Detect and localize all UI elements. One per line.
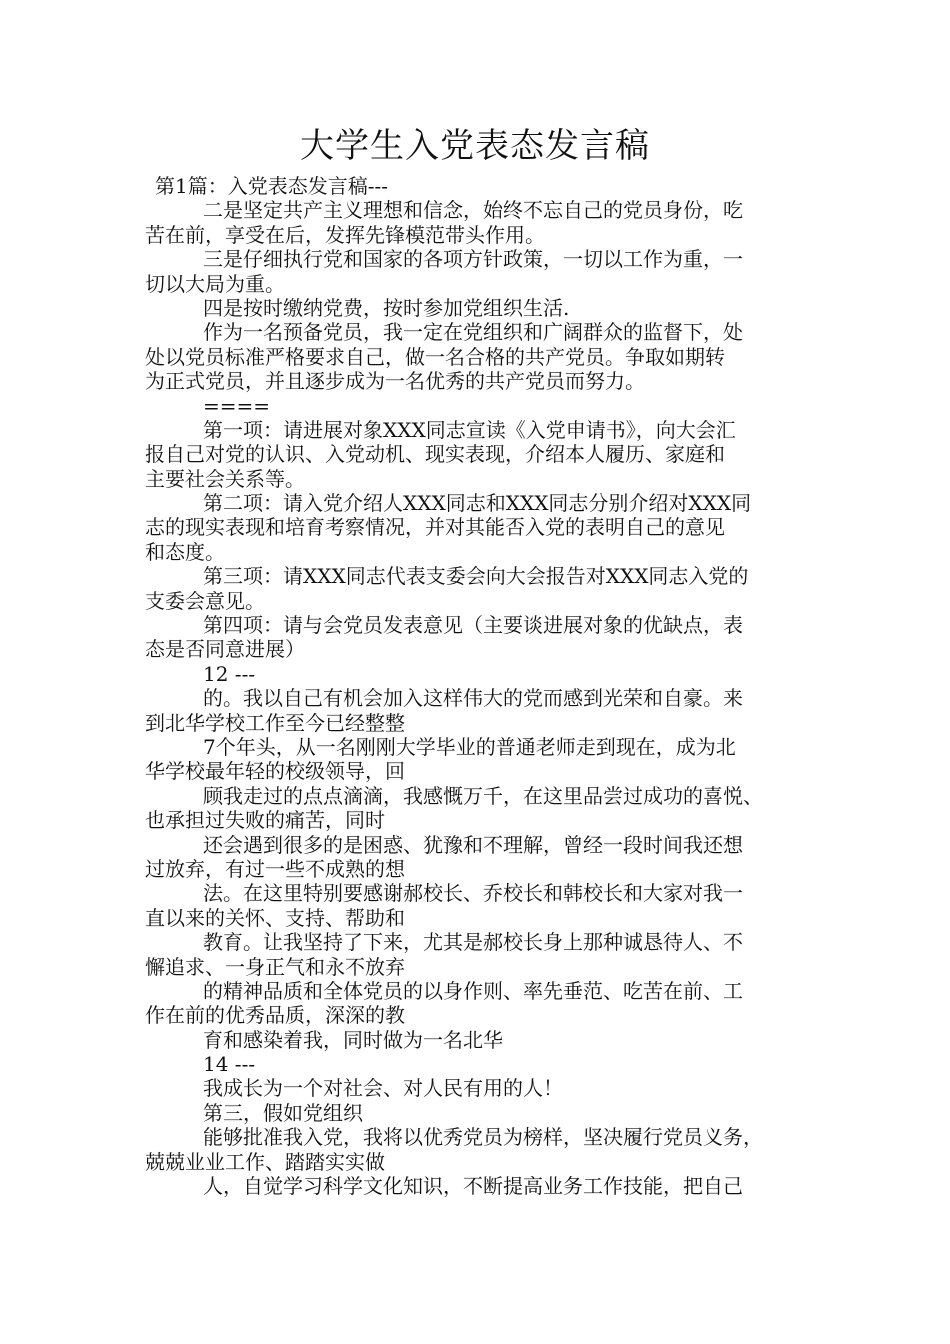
text-line: 作在前的优秀品质，深深的教 <box>145 1003 405 1028</box>
text-line: 三是仔细执行党和国家的各项方针政策，一切以工作为重，一 <box>203 247 743 272</box>
text-line: 过放弃，有过一些不成熟的想 <box>145 856 405 881</box>
text-line: 和态度。 <box>145 539 225 564</box>
text-line: 14 --- <box>203 1052 256 1077</box>
text-line: 兢兢业业工作、踏踏实实做 <box>145 1149 385 1174</box>
text-line: 能够批准我入党，我将以优秀党员为榜样，坚决履行党员义务， <box>203 1125 763 1150</box>
text-line: 还会遇到很多的是困惑、犹豫和不理解，曾经一段时间我还想 <box>203 832 743 857</box>
text-line: 我成长为一个对社会、对人民有用的人！ <box>203 1076 563 1101</box>
text-line: 切以大局为重。 <box>145 271 285 296</box>
text-line: 第三，假如党组织 <box>203 1100 363 1125</box>
text-line: 处以党员标准严格要求自己，做一名合格的共产党员。争取如期转 <box>145 344 725 369</box>
text-line: 的。我以自己有机会加入这样伟大的党而感到光荣和自豪。来 <box>203 686 743 711</box>
text-line: 的精神品质和全体党员的以身作则、率先垂范、吃苦在前、工 <box>203 978 743 1003</box>
text-line: 第1篇：入党表态发言稿--- <box>155 174 388 198</box>
text-line: 为正式党员，并且逐步成为一名优秀的共产党员而努力。 <box>145 369 645 394</box>
text-line: 懈追求、一身正气和永不放弃 <box>145 954 405 979</box>
text-line: 到北华学校工作至今已经整整 <box>145 710 405 735</box>
text-line: 第二项：请入党介绍人XXX同志和XXX同志分别介绍对XXX同 <box>203 491 752 516</box>
text-line: 第一项：请进展对象XXX同志宣读《入党申请书》，向大会汇 <box>203 417 736 442</box>
text-line: 二是坚定共产主义理想和信念，始终不忘自己的党员身份，吃 <box>203 198 743 223</box>
text-line: 第三项：请XXX同志代表支委会向大会报告对XXX同志入党的 <box>203 564 749 589</box>
text-line: 教育。让我坚持了下来，尤其是郝校长身上那种诚恳待人、不 <box>203 930 743 955</box>
text-line: 主要社会关系等。 <box>145 466 305 491</box>
text-line: 作为一名预备党员，我一定在党组织和广阔群众的监督下，处 <box>203 320 743 345</box>
text-line: 育和感染着我，同时做为一名北华 <box>203 1027 503 1052</box>
text-line: 志的现实表现和培育考察情况，并对其能否入党的表明自己的意见 <box>145 515 725 540</box>
text-line: 顾我走过的点点滴滴，我感慨万千，在这里品尝过成功的喜悦、 <box>203 783 763 808</box>
text-line: ==== <box>203 393 271 418</box>
text-line: 也承担过失败的痛苦，同时 <box>145 808 385 833</box>
text-line: 直以来的关怀、支持、帮助和 <box>145 905 405 930</box>
document-body <box>145 174 825 1198</box>
text-line: 第四项：请与会党员发表意见（主要谈进展对象的优缺点，表 <box>203 613 743 638</box>
text-line: 12 --- <box>203 661 256 686</box>
text-line: 苦在前，享受在后，发挥先锋模范带头作用。 <box>145 222 545 247</box>
text-line: 华学校最年轻的校级领导，回 <box>145 759 405 784</box>
text-line: 报自己对党的认识、入党动机、现实表现，介绍本人履历、家庭和 <box>145 442 725 467</box>
document-title: 大学生入党表态发言稿 <box>300 126 650 166</box>
text-line: 态是否同意进展） <box>145 637 305 662</box>
text-line: 人，自觉学习科学文化知识，不断提高业务工作技能，把自己 <box>203 1174 743 1199</box>
text-line: 7个年头，从一名刚刚大学毕业的普通老师走到现在，成为北 <box>203 734 736 759</box>
text-line: 支委会意见。 <box>145 588 265 613</box>
text-line: 四是按时缴纳党费，按时参加党组织生活. <box>203 295 570 320</box>
text-line: 法。在这里特别要感谢郝校长、乔校长和韩校长和大家对我一 <box>203 881 743 906</box>
